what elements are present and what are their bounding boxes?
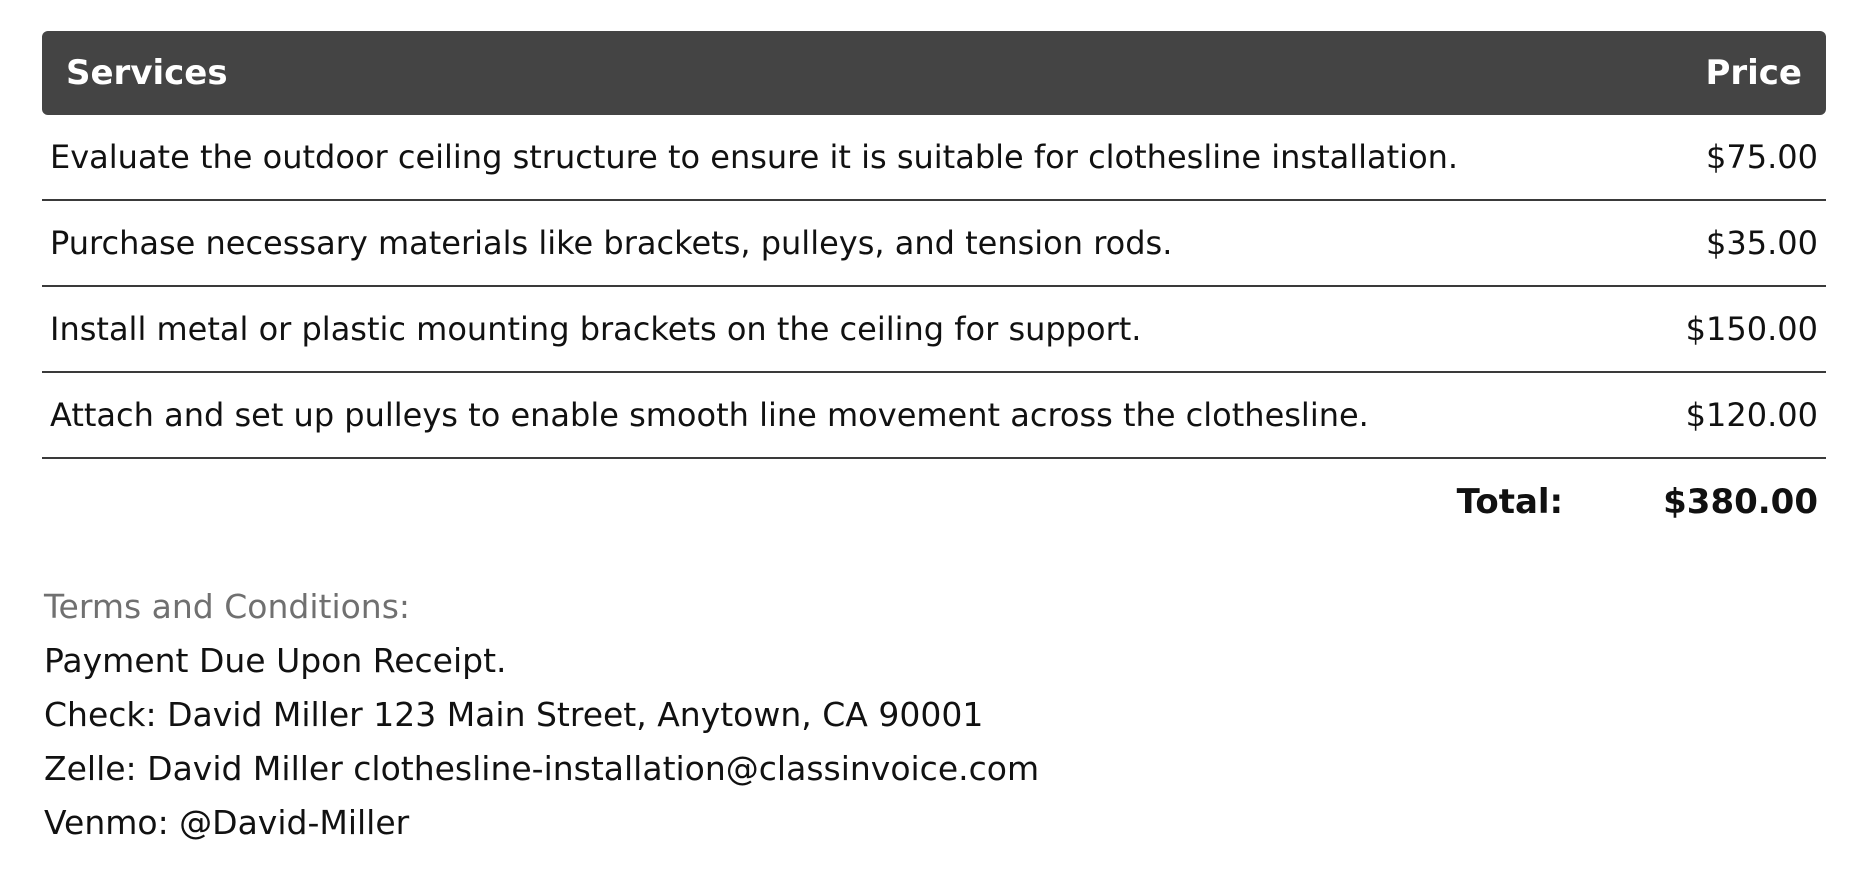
service-description: Purchase necessary materials like brackets, pulleys, and tension rods. bbox=[50, 224, 1173, 262]
terms-zelle: Zelle: David Miller clothesline-installation@classinvoice.com bbox=[44, 749, 1040, 788]
header-price: Price bbox=[1705, 53, 1802, 93]
total-value: $380.00 bbox=[1663, 482, 1818, 522]
total-label: Total: bbox=[1456, 482, 1564, 522]
service-price: $75.00 bbox=[1706, 138, 1818, 176]
service-price: $35.00 bbox=[1706, 224, 1818, 262]
terms-check: Check: David Miller 123 Main Street, Anytown, CA 90001 bbox=[44, 695, 984, 734]
terms-venmo: Venmo: @David-Miller bbox=[44, 803, 410, 842]
service-description: Install metal or plastic mounting brackets on the ceiling for support. bbox=[50, 310, 1142, 348]
table-row bbox=[42, 115, 1826, 201]
total-row bbox=[42, 459, 1826, 545]
terms-section bbox=[44, 580, 1039, 850]
service-price: $120.00 bbox=[1685, 396, 1818, 434]
terms-payment-due: Payment Due Upon Receipt. bbox=[44, 641, 507, 680]
service-price: $150.00 bbox=[1685, 310, 1818, 348]
header-services: Services bbox=[66, 53, 228, 93]
table-row bbox=[42, 287, 1826, 373]
table-row bbox=[42, 373, 1826, 459]
service-description: Attach and set up pulleys to enable smooth line movement across the clothesline. bbox=[50, 396, 1369, 434]
terms-title: Terms and Conditions: bbox=[44, 587, 411, 626]
table-header bbox=[42, 31, 1826, 115]
service-description: Evaluate the outdoor ceiling structure to ensure it is suitable for clothesline installation. bbox=[50, 138, 1459, 176]
table-row bbox=[42, 201, 1826, 287]
services-table bbox=[42, 31, 1826, 545]
